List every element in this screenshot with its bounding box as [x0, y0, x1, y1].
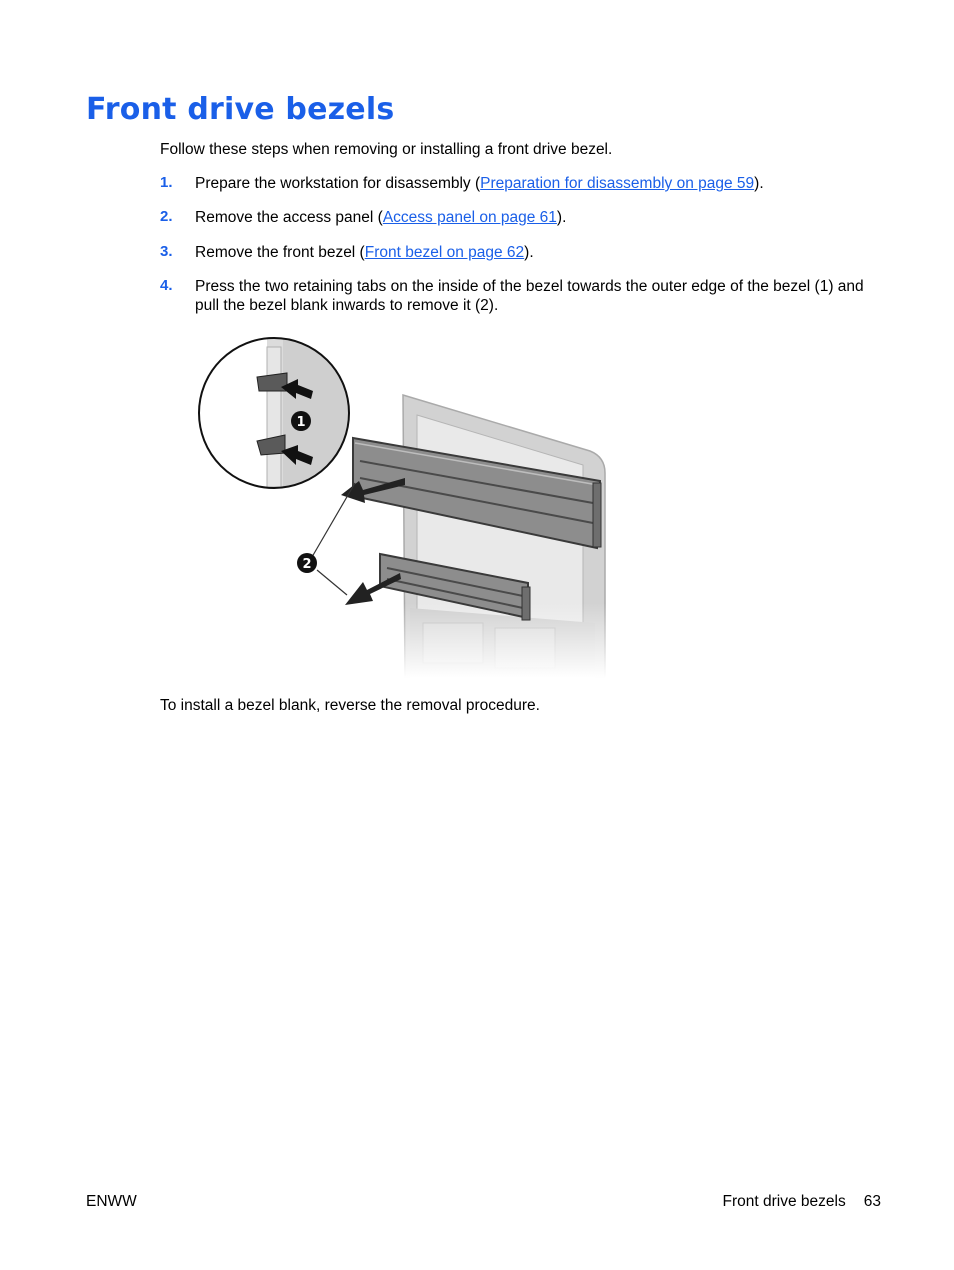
- link-front-bezel[interactable]: Front bezel on page 62: [364, 244, 525, 261]
- leader-line: [317, 570, 347, 595]
- step-number: 4.: [160, 277, 173, 294]
- link-access-panel[interactable]: Access panel on page 61: [382, 209, 557, 226]
- footer-left: ENWW: [86, 1193, 137, 1210]
- step-text: [195, 243, 885, 262]
- page-title: Front drive bezels: [86, 92, 395, 127]
- step-number: 3.: [160, 243, 173, 260]
- page-number: 63: [863, 1193, 881, 1210]
- step-text-before: Remove the access panel (: [195, 209, 383, 226]
- footer-right: [723, 1193, 881, 1211]
- callout-badge-2: [297, 553, 317, 573]
- footer-section-title: Front drive bezels: [722, 1193, 846, 1210]
- step-number: 2.: [160, 208, 173, 225]
- step-text-after: ).: [524, 244, 534, 261]
- intro-paragraph: Follow these steps when removing or installing a front drive bezel.: [160, 141, 613, 158]
- step-text: [195, 208, 885, 227]
- leader-line: [312, 483, 355, 557]
- outro-paragraph: To install a bezel blank, reverse the removal procedure.: [160, 697, 540, 714]
- step-number: 1.: [160, 174, 173, 191]
- callout-badge-1: [291, 411, 311, 431]
- step-text-after: ).: [754, 175, 764, 192]
- detail-circle: [195, 333, 355, 493]
- step-text-before: Remove the front bezel (: [195, 244, 365, 261]
- bezel-removal-illustration: [195, 333, 615, 683]
- step-text-after: ).: [556, 209, 567, 226]
- callout-label: 1: [296, 415, 306, 430]
- step-text-before: Prepare the workstation for disassembly (: [195, 175, 481, 192]
- link-preparation-for-disassembly[interactable]: Preparation for disassembly on page 59: [480, 175, 755, 192]
- step-text: Press the two retaining tabs on the inside of the bezel towards the outer edge of the bezel (1) and pull the bezel blank inwards to remove it (2).: [195, 278, 864, 314]
- callout-label: 2: [302, 557, 312, 572]
- step-text: [195, 174, 885, 193]
